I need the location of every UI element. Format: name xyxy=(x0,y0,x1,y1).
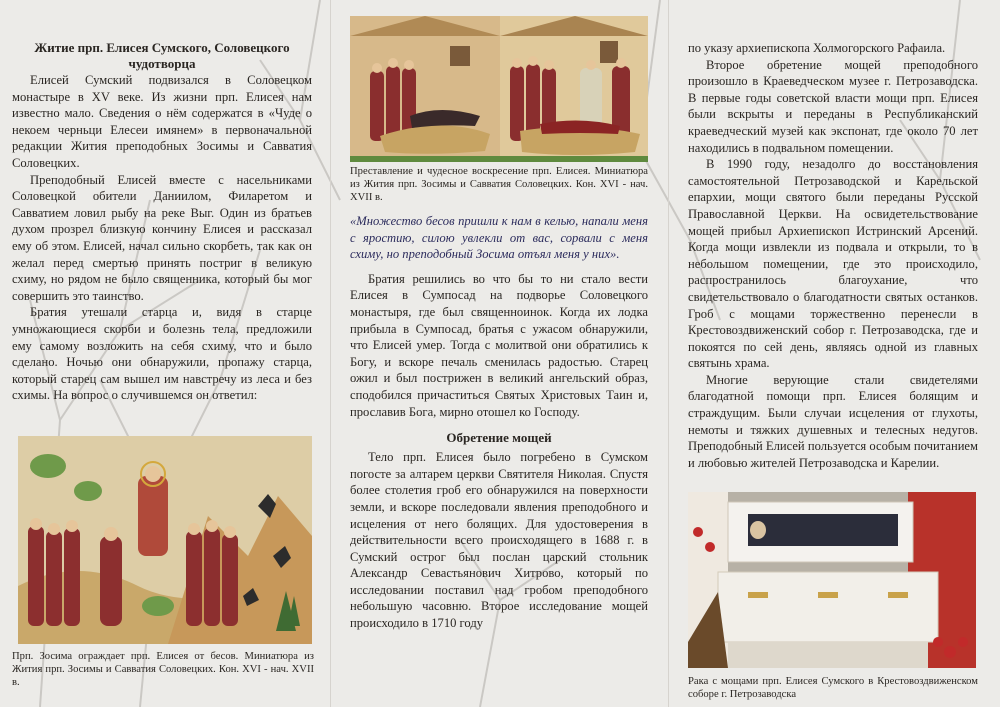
second-finding-paragraph-2: Второе обретение мощей преподобного произошло в Краеведческом музее г. Петрозаводска. В первые годы советской власти мощи прп. Елисея были вскрыты и переданы в Республиканский краеведческий музей как экспонат, где около 70 лет находились в подвальном помещении. xyxy=(688,57,978,155)
relics-paragraph-1: Братия решились во что бы то ни стало вести Елисея в Сумпосад на подворье Соловецкого монастыря, где был священноинок. Когда их лодка прибыла в Сумпосад, братья с ужасом обнаружили, что Елисей умер. Тогда с молитвой они обратились к Богу, и вскоре печаль сменилась радостью. Старец ожил и был пострижен в великий ангельский образ, сподобился причаститься Святых Христовых Таин и, прославив Бога, мирно отошел ко Господу. xyxy=(350,271,648,419)
miniature-painting xyxy=(18,436,312,644)
reliquary-caption: Рака с мощами прп. Елисея Сумского в Крестовоздвиженском соборе г. Петрозаводска xyxy=(688,676,978,700)
column-life xyxy=(12,0,312,707)
second-finding-paragraph-3: В 1990 году, незадолго до восстановления самостоятельной Петрозаводской и Карельской епархии, мощи святого были переданы Русской Православной Церкви. На освидетельствование мощей прибыл Архиепископ Истринский Арсений. Когда мощи извлекли из подвала и открыли, то в небольшом помещении, где это происходило, распространилось благоухание, что свидетельствовало о благодатности святых останков. Гроб с мощами торжественно перенесли в Крестовоздвиженский собор г. Петрозаводска, где и покоятся по сей день, являясь одной из главных святынь храма. xyxy=(688,157,978,371)
column-second-finding xyxy=(688,0,978,707)
second-finding-paragraph-4: Многие верующие стали свидетелями благодатной помощи прп. Елисея болящим и страждущим. Были случаи исцеления от глухоты, немоты и тяжких душевных и телесных недугов. Преподобный Елисей пользуется особым почитанием и любовью жителей Петрозаводска и Карелии. xyxy=(688,372,978,470)
life-paragraph-1: Елисей Сумский подвизался в Соловецком монастыре в XV веке. Из жизни прп. Елисея нам известно мало. Сведения о нём содержатся в «Чуде о некоем черньци Елесеи имянем» в первоначальной редакции Жития преподобных Зосимы и Савватия Соловецких. xyxy=(12,73,312,170)
column-relics xyxy=(346,0,646,707)
reliquary-photo xyxy=(688,492,976,668)
elisey-quote: «Множество бесов пришли к нам в келью, напали меня с яростию, силою увлекли от вас, сорвали с меня схиму, но преподобный Зосима отъял меня у них». xyxy=(350,214,648,262)
relics-paragraph-2: Тело прп. Елисея было погребено в Сумском погосте за алтарем церкви Святителя Николая. Спустя более столетия гроб его обнаружился на поверхности земли, и вскоре последовали явления преподобного и исцеления от него болящих. Для удостоверения в действительности всего происходящего в 1688 г. в Сумский острог был послан царский стольник Александр Севастьянович Хитрово, который по исследовании поставил над гробом преподобного небольшую часовню. Второе исследование мощей происходило в 1710 году xyxy=(350,450,648,631)
miniature-repose-caption: Преставление и чудесное воскресение прп. Елисея. Миниатюра из Жития прп. Зосимы и Савватия Соловецких. Кон. XVI - нач. XVII в. xyxy=(350,166,648,203)
fold-line-right xyxy=(668,0,669,707)
miniature-painting xyxy=(350,16,648,162)
life-paragraph-2: Преподобный Елисей вместе с насельниками Соловецкой обители Даниилом, Филаретом и Савватием ловил рыбу на реке Выг. Один из братьев духом прозрел близкую кончину Елисея и рассказал ему об этом. Елисей, начал сильно скорбеть, так как он желал перед смертью принять постриг в великую схиму, но рядом не было священника, который бы мог совершить это таинство. xyxy=(12,172,312,303)
miniature-repose-and-resurrection xyxy=(350,16,648,162)
fold-line-left xyxy=(330,0,331,707)
life-paragraph-3: Братия утешали старца и, видя в старце умножающиеся скорби и болезнь тела, предложили ему самому возложить на себя схиму, что и было сделано. Ночью они обнаружили, пропажу старца, который старец сам вышел им навстречу из леса и без схимы. На вопрос о случившемся он ответил: xyxy=(12,305,312,403)
section-title-relics: Обретение мощей xyxy=(446,430,552,446)
miniature-zosima-protects-elisey xyxy=(18,436,312,644)
life-title: Житие прп. Елисея Сумского, Соловецкого чудотворца xyxy=(34,40,290,71)
photo-reliquary xyxy=(688,492,976,668)
miniature-zosima-caption: Прп. Зосима ограждает прп. Елисея от бесов. Миниатюра из Жития прп. Зосимы и Савватия Соловецких. Кон. XVI - нач. XVII в. xyxy=(12,651,314,688)
second-finding-paragraph-1: по указу архиепископа Холмогорского Рафаила. xyxy=(688,41,946,55)
